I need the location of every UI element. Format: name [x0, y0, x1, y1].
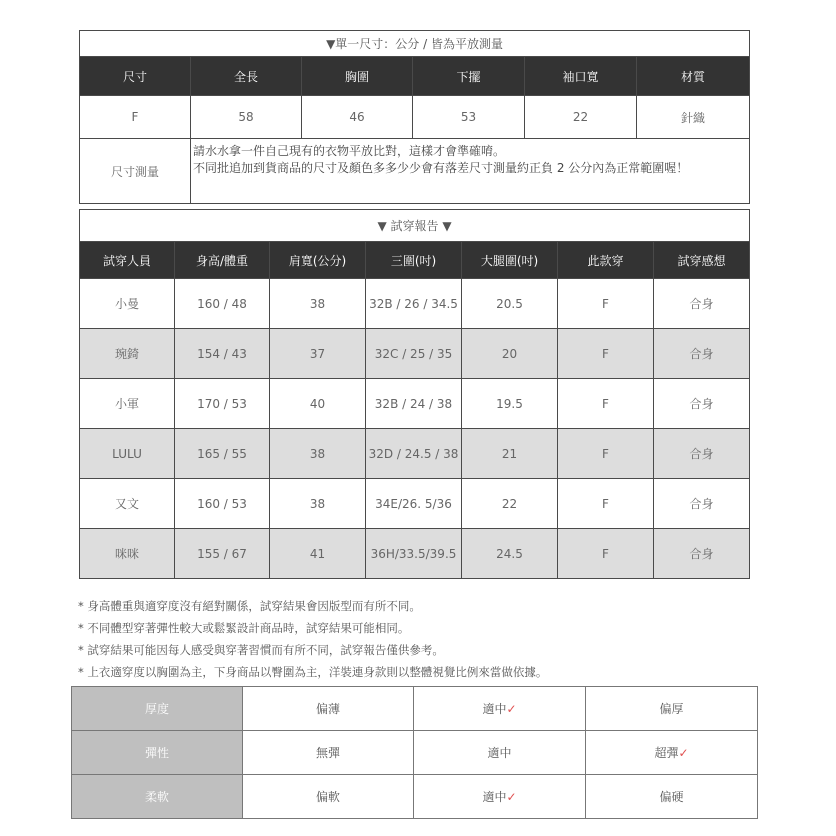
size-header-hem: 下擺: [413, 57, 525, 96]
report-header-measurements: 三圍(吋): [366, 242, 462, 279]
shoulder-width: 38: [270, 279, 366, 329]
size-header-length: 全長: [191, 57, 302, 96]
size-value-cuff: 22: [525, 96, 637, 139]
report-row: [80, 529, 750, 579]
report-row: [80, 429, 750, 479]
size-worn: F: [558, 429, 654, 479]
thigh: 22: [462, 479, 558, 529]
feedback: 合身: [654, 379, 750, 429]
fabric-option: 無彈: [243, 731, 414, 775]
report-row: [80, 479, 750, 529]
tryon-report-table: [79, 209, 750, 579]
tester-name: 小曼: [80, 279, 175, 329]
size-value-hem: 53: [413, 96, 525, 139]
feedback: 合身: [654, 329, 750, 379]
note-line: * 上衣適穿度以胸圍為主，下身商品以臀圍為主，洋裝連身款則以整體視覺比例來當做依據。: [78, 665, 548, 679]
fabric-option: 偏薄: [243, 687, 414, 731]
size-table-caption: ▼單一尺寸：公分 / 皆為平放測量: [80, 31, 750, 57]
size-worn: F: [558, 379, 654, 429]
size-header-size: 尺寸: [80, 57, 191, 96]
fabric-row-softness: [72, 775, 758, 819]
report-row: [80, 379, 750, 429]
three-sizes: 32B / 24 / 38: [366, 379, 462, 429]
fabric-option: 偏硬: [586, 775, 758, 819]
report-header-shoulder: 肩寬(公分): [270, 242, 366, 279]
fabric-row-thickness: [72, 687, 758, 731]
thigh: 20.5: [462, 279, 558, 329]
size-value-size: F: [80, 96, 191, 139]
height-weight: 160 / 48: [175, 279, 270, 329]
three-sizes: 34E/26. 5/36: [366, 479, 462, 529]
fabric-option-selected: 超彈✓: [586, 731, 758, 775]
size-header-chest: 胸圍: [302, 57, 413, 96]
size-header-cuff: 袖口寬: [525, 57, 637, 96]
size-value-material: 針織: [637, 96, 750, 139]
note-line: * 不同體型穿著彈性較大或鬆緊設計商品時，試穿結果可能相同。: [78, 621, 410, 635]
height-weight: 165 / 55: [175, 429, 270, 479]
height-weight: 160 / 53: [175, 479, 270, 529]
note-line: * 身高體重與適穿度沒有絕對關係，試穿結果會因版型而有所不同。: [78, 599, 421, 613]
thigh: 24.5: [462, 529, 558, 579]
tester-name: 琬錡: [80, 329, 175, 379]
report-caption: ▼ 試穿報告 ▼: [80, 210, 750, 242]
feedback: 合身: [654, 479, 750, 529]
three-sizes: 32C / 25 / 35: [366, 329, 462, 379]
feedback: 合身: [654, 279, 750, 329]
height-weight: 170 / 53: [175, 379, 270, 429]
thigh: 19.5: [462, 379, 558, 429]
fabric-row-elasticity: [72, 731, 758, 775]
shoulder-width: 37: [270, 329, 366, 379]
report-row: [80, 279, 750, 329]
fabric-label: 厚度: [72, 687, 243, 731]
size-value-length: 58: [191, 96, 302, 139]
fabric-option: 偏軟: [243, 775, 414, 819]
fabric-option-selected: 適中✓: [414, 775, 586, 819]
measure-note-line: 不同批追加到貨商品的尺寸及顏色多多少少會有落差尺寸測量約正負 2 公分內為正常範圍喔！: [193, 161, 689, 175]
size-header-material: 材質: [637, 57, 750, 96]
fabric-option: 適中: [414, 731, 586, 775]
shoulder-width: 38: [270, 429, 366, 479]
fabric-option-selected: 適中✓: [414, 687, 586, 731]
fabric-option: 偏厚: [586, 687, 758, 731]
measure-note: [191, 139, 750, 204]
shoulder-width: 38: [270, 479, 366, 529]
fabric-properties-table: [71, 686, 758, 819]
size-value-chest: 46: [302, 96, 413, 139]
measure-note-line: 請水水拿一件自己現有的衣物平放比對，這樣才會準確唷。: [193, 144, 506, 158]
report-header-tester: 試穿人員: [80, 242, 175, 279]
size-worn: F: [558, 479, 654, 529]
height-weight: 154 / 43: [175, 329, 270, 379]
tester-name: 又文: [80, 479, 175, 529]
thigh: 21: [462, 429, 558, 479]
tryon-notes: [78, 598, 778, 686]
size-table: [79, 30, 750, 204]
shoulder-width: 41: [270, 529, 366, 579]
measure-note-label: 尺寸測量: [80, 139, 191, 204]
check-mark-icon: ✓: [506, 702, 517, 716]
report-header-size-worn: 此款穿: [558, 242, 654, 279]
report-header-thigh: 大腿圍(吋): [462, 242, 558, 279]
three-sizes: 32B / 26 / 34.5: [366, 279, 462, 329]
height-weight: 155 / 67: [175, 529, 270, 579]
fabric-label: 彈性: [72, 731, 243, 775]
tester-name: 小軍: [80, 379, 175, 429]
check-mark-icon: ✓: [506, 790, 517, 804]
shoulder-width: 40: [270, 379, 366, 429]
size-worn: F: [558, 329, 654, 379]
fabric-label: 柔軟: [72, 775, 243, 819]
report-header-height-weight: 身高/體重: [175, 242, 270, 279]
thigh: 20: [462, 329, 558, 379]
size-worn: F: [558, 279, 654, 329]
tester-name: 咪咪: [80, 529, 175, 579]
three-sizes: 32D / 24.5 / 38: [366, 429, 462, 479]
three-sizes: 36H/33.5/39.5: [366, 529, 462, 579]
report-header-feedback: 試穿感想: [654, 242, 750, 279]
feedback: 合身: [654, 429, 750, 479]
note-line: * 試穿結果可能因每人感受與穿著習慣而有所不同，試穿報告僅供參考。: [78, 643, 444, 657]
feedback: 合身: [654, 529, 750, 579]
report-row: [80, 329, 750, 379]
size-worn: F: [558, 529, 654, 579]
tester-name: LULU: [80, 429, 175, 479]
check-mark-icon: ✓: [678, 746, 689, 760]
